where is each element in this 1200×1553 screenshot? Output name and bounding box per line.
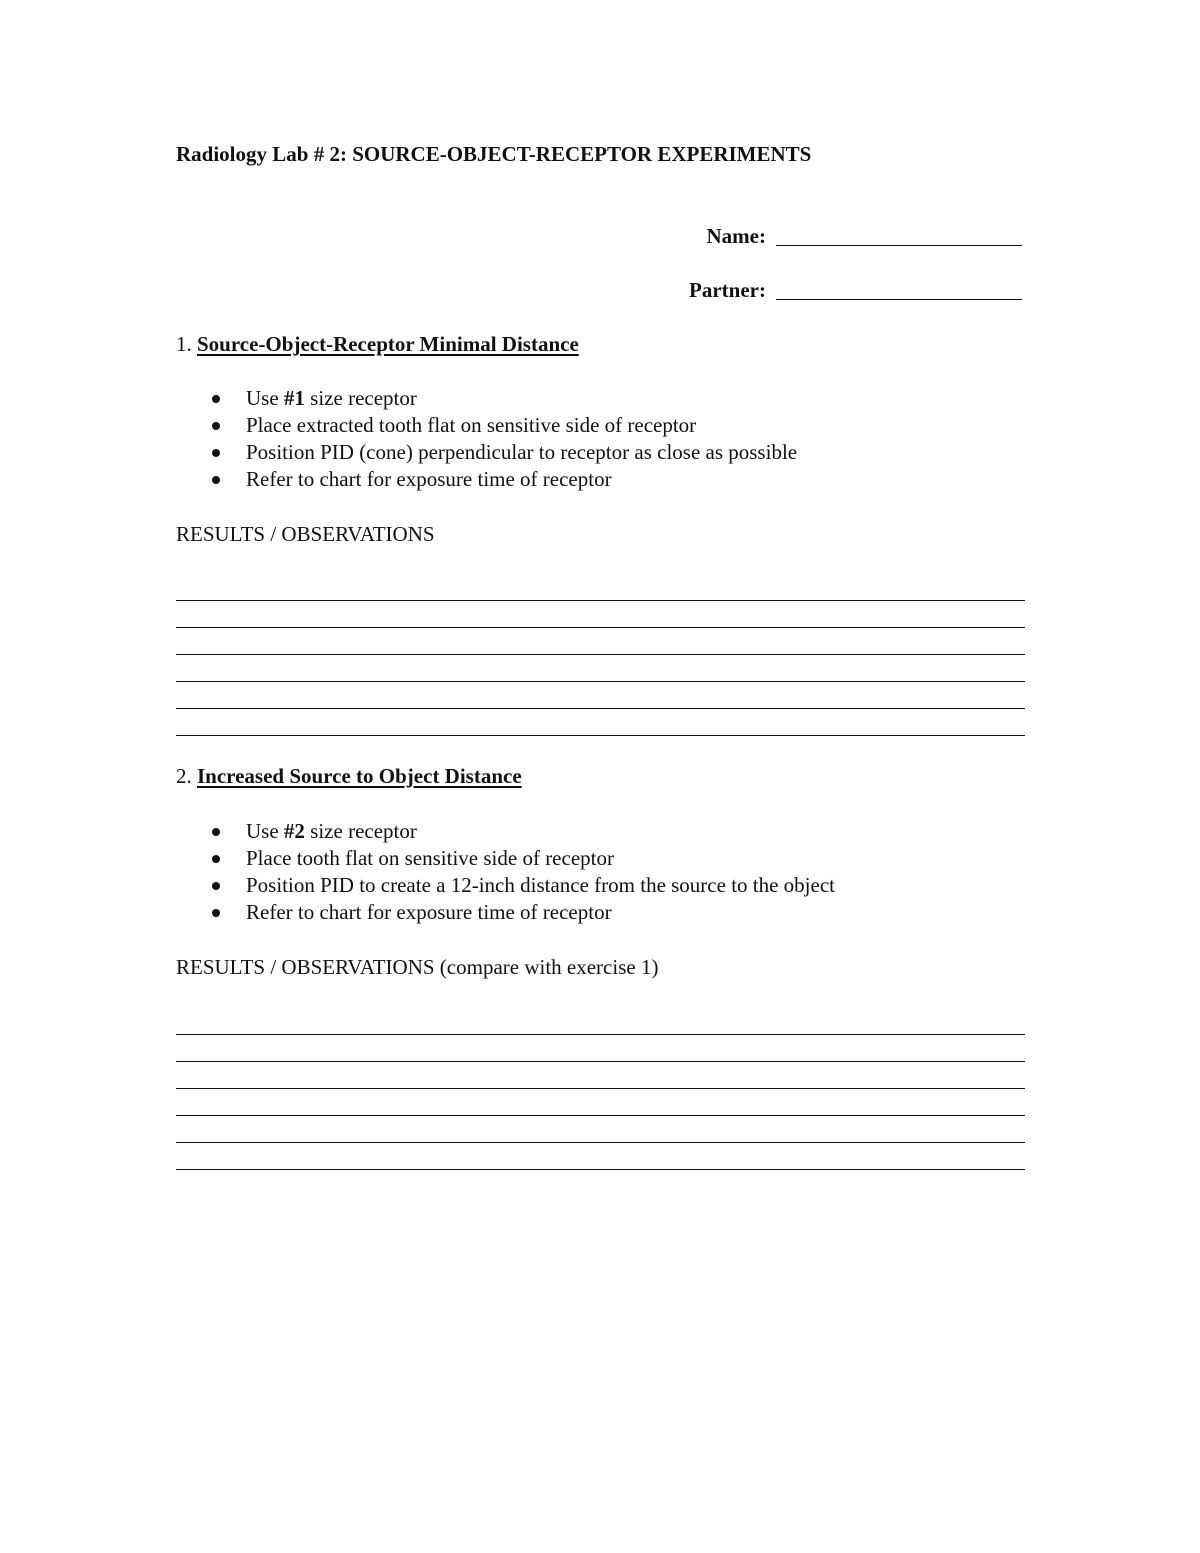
section-1-bullet-list [176, 385, 797, 493]
bullet-icon [212, 828, 220, 836]
bullet-icon [212, 422, 220, 430]
answer-line[interactable] [176, 709, 1025, 736]
bullet-bold-text: #1 [283, 386, 305, 410]
section-1-heading [176, 332, 579, 357]
answer-line[interactable] [176, 628, 1025, 655]
list-item [176, 872, 835, 899]
list-item [176, 899, 835, 926]
section-1-results-label: RESULTS / OBSERVATIONS [176, 522, 435, 546]
section-2-answer-area[interactable] [176, 1008, 1025, 1170]
name-label: Name: [706, 224, 766, 248]
partner-label: Partner: [689, 278, 766, 302]
partner-blank-line[interactable] [776, 279, 1022, 300]
section-2-title: Increased Source to Object Distance [197, 764, 522, 788]
bullet-icon [212, 476, 220, 484]
section-1-number: 1. [176, 332, 192, 356]
list-item [176, 818, 835, 845]
section-2-heading [176, 764, 522, 789]
section-2-results-label: RESULTS / OBSERVATIONS (compare with exercise 1) [176, 955, 659, 979]
section-2-bullet-list [176, 818, 835, 926]
answer-line[interactable] [176, 574, 1025, 601]
bullet-icon [212, 855, 220, 863]
section-2-number: 2. [176, 764, 192, 788]
bullet-icon [212, 449, 220, 457]
page-title: Radiology Lab # 2: SOURCE-OBJECT-RECEPTOR EXPERIMENTS [176, 142, 812, 166]
list-item [176, 439, 797, 466]
name-field[interactable] [707, 224, 1022, 249]
list-item [176, 466, 797, 493]
bullet-icon [212, 395, 220, 403]
bullet-icon [212, 882, 220, 890]
partner-field[interactable] [689, 278, 1022, 303]
list-item [176, 385, 797, 412]
bullet-icon [212, 909, 220, 917]
bullet-text: Refer to chart for exposure time of receptor [246, 900, 612, 924]
answer-line[interactable] [176, 1035, 1025, 1062]
bullet-text: Use [246, 819, 284, 843]
answer-line[interactable] [176, 682, 1025, 709]
bullet-text: size receptor [304, 819, 417, 843]
answer-line[interactable] [176, 601, 1025, 628]
bullet-text: Refer to chart for exposure time of receptor [246, 467, 612, 491]
bullet-text: size receptor [304, 386, 417, 410]
bullet-text: Position PID (cone) perpendicular to receptor as close as possible [246, 440, 798, 464]
bullet-text: Position PID to create a 12-inch distance from the source to the object [246, 873, 835, 897]
bullet-bold-text: #2 [283, 819, 305, 843]
answer-line[interactable] [176, 1008, 1025, 1035]
answer-line[interactable] [176, 655, 1025, 682]
bullet-text: Use [246, 386, 284, 410]
answer-line[interactable] [176, 1062, 1025, 1089]
bullet-text: Place tooth flat on sensitive side of receptor [246, 846, 614, 870]
answer-line[interactable] [176, 1116, 1025, 1143]
list-item [176, 845, 835, 872]
answer-line[interactable] [176, 1089, 1025, 1116]
bullet-text: Place extracted tooth flat on sensitive side of receptor [246, 413, 697, 437]
list-item [176, 412, 797, 439]
section-1-answer-area[interactable] [176, 574, 1025, 736]
answer-line[interactable] [176, 1143, 1025, 1170]
section-1-title: Source-Object-Receptor Minimal Distance [197, 332, 579, 356]
name-blank-line[interactable] [776, 225, 1022, 246]
